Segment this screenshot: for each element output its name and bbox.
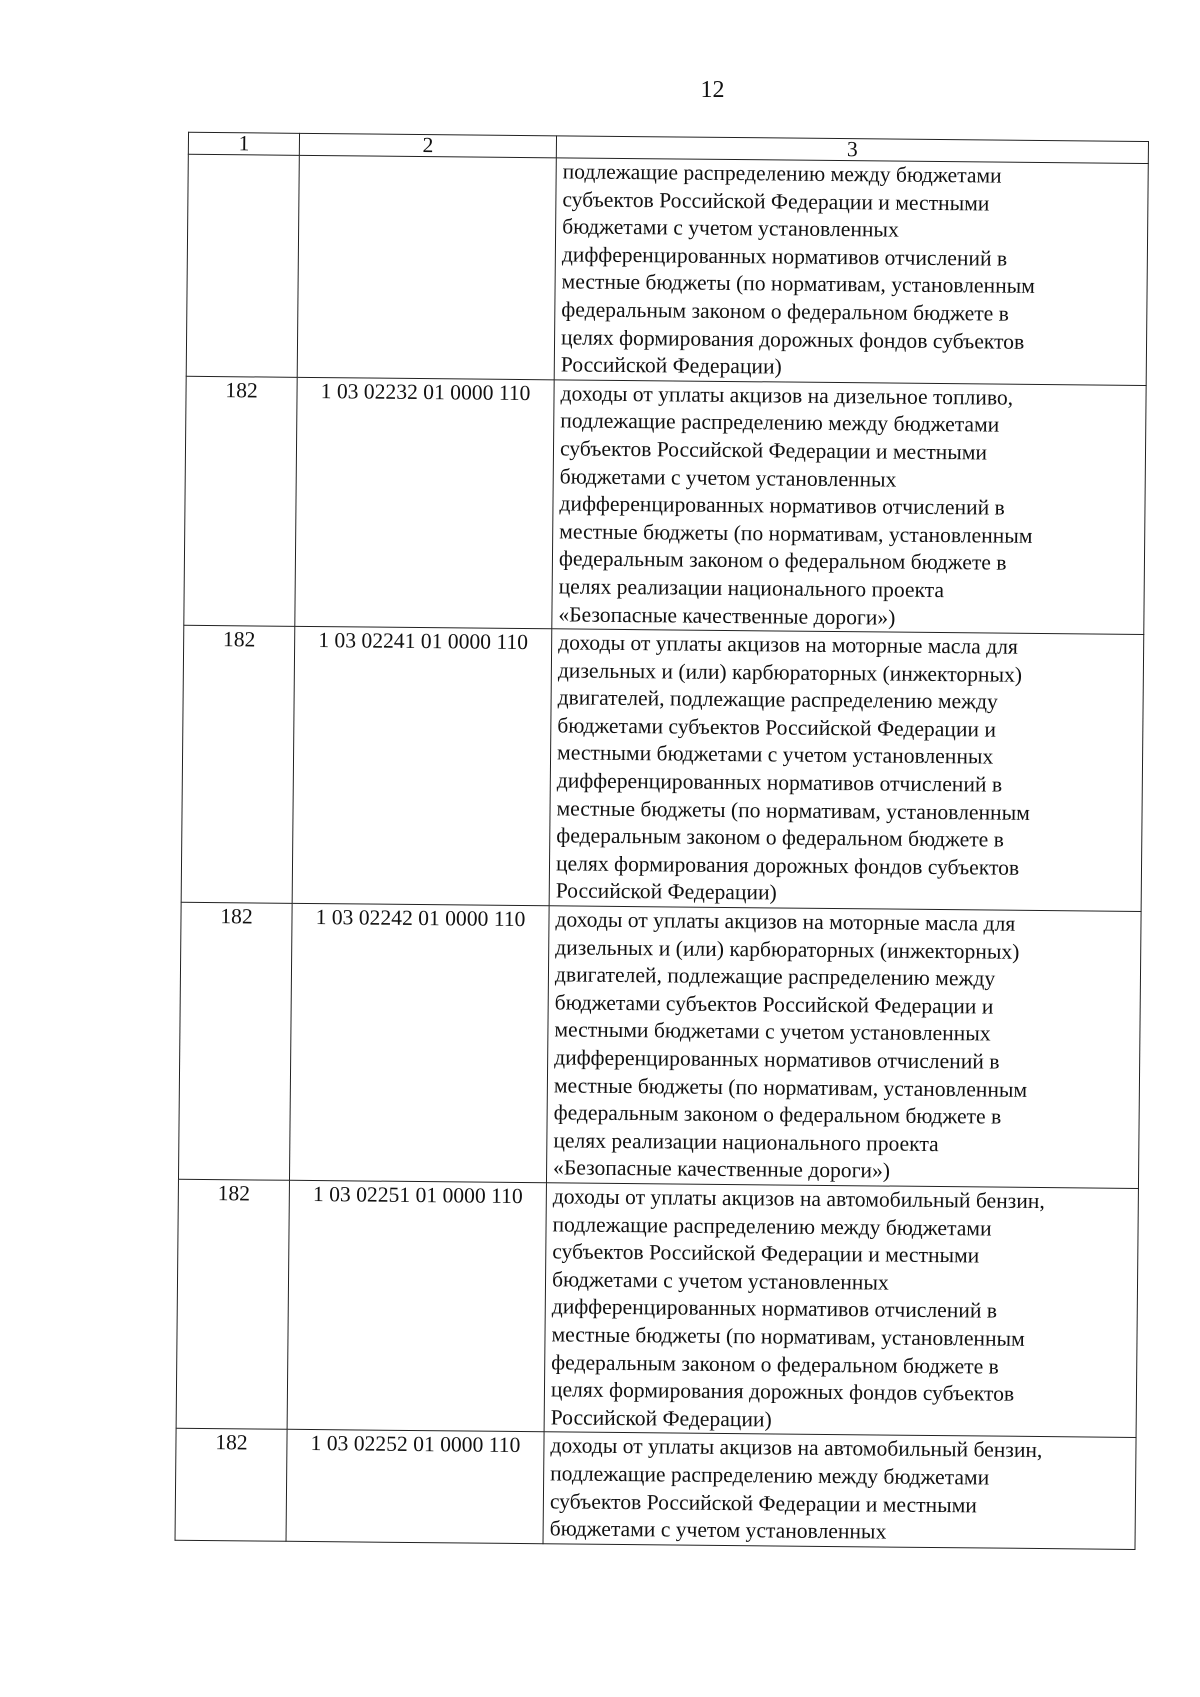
table-row	[181, 625, 1144, 911]
description-line: двигателей, подлежащие распределению между	[557, 685, 998, 714]
description-line: местные бюджеты (по нормативам, установленным	[561, 269, 1035, 299]
description-cell	[546, 906, 1141, 1189]
description-cell	[552, 380, 1146, 635]
description-line: местными бюджетами с учетом установленных	[554, 1017, 991, 1046]
table-row	[176, 1179, 1138, 1438]
description-line: целях формирования дорожных фондов субъектов	[550, 1377, 1015, 1406]
description-line: двигателей, подлежащие распределению между	[554, 962, 996, 991]
description-line: федеральным законом о федеральном бюджете в	[551, 1349, 999, 1379]
budget-code-cell: 1 03 02232 01 0000 110	[295, 377, 554, 629]
description-line: местными бюджетами с учетом установленных	[556, 740, 994, 770]
budget-classification-table	[175, 132, 1149, 1550]
description-line: местные бюджеты (по нормативам, установленным	[551, 1322, 1025, 1351]
description-line: Российской Федерации)	[555, 878, 777, 905]
description-line: дизельных и (или) карбюраторных (инжекторных)	[557, 658, 1023, 687]
description-line: доходы от уплаты акцизов на автомобильный бензин,	[552, 1184, 1045, 1214]
description-line: федеральным законом о федеральном бюджете в	[558, 546, 1007, 575]
table-body	[175, 132, 1148, 1549]
page-number: 12	[700, 77, 725, 103]
column-header-3: 3	[556, 136, 1148, 164]
description-line: целях реализации национального проекта	[558, 574, 945, 602]
administrator-code-cell: 182	[184, 376, 297, 626]
description-line: «Безопасные качественные дороги»)	[553, 1155, 891, 1183]
description-line: бюджетами субъектов Российской Федерации и	[554, 990, 994, 1019]
description-line: местные бюджеты (по нормативам, установленным	[559, 519, 1033, 548]
description-cell	[549, 629, 1144, 912]
description-line: подлежащие распределению между бюджетами	[550, 1461, 990, 1490]
description-line: дифференцированных нормативов отчислений в	[561, 242, 1008, 271]
description-line: бюджетами с учетом установленных	[549, 1516, 887, 1544]
administrator-code-cell: 182	[181, 625, 295, 903]
description-line: целях реализации национального проекта	[553, 1128, 939, 1156]
description-line: дифференцированных нормативов отчислений в	[551, 1294, 998, 1323]
description-line: подлежащие распределению между бюджетами	[562, 159, 1002, 188]
description-line: субъектов Российской Федерации и местными	[559, 436, 988, 465]
description-line: Российской Федерации)	[560, 352, 782, 379]
budget-code-cell: 1 03 02252 01 0000 110	[286, 1430, 544, 1544]
budget-code-cell	[297, 155, 556, 379]
administrator-code-cell: 182	[178, 902, 292, 1180]
table-row	[186, 154, 1148, 385]
table-row	[175, 1429, 1136, 1550]
description-line: Российской Федерации)	[550, 1405, 772, 1432]
description-cell	[543, 1432, 1136, 1549]
description-line: подлежащие распределению между бюджетами	[560, 408, 1000, 437]
administrator-code-cell	[186, 154, 299, 377]
description-line: федеральным законом о федеральном бюджете в	[556, 823, 1005, 852]
description-line: подлежащие распределению между бюджетами	[552, 1211, 992, 1241]
table-row	[184, 376, 1146, 635]
column-header-2: 2	[299, 133, 556, 157]
description-line: субъектов Российской Федерации и местными	[562, 186, 990, 216]
description-line: доходы от уплаты акцизов на автомобильный бензин,	[550, 1433, 1043, 1463]
budget-code-cell: 1 03 02242 01 0000 110	[289, 903, 549, 1182]
description-line: дифференцированных нормативов отчислений в	[556, 768, 1003, 797]
administrator-code-cell: 182	[176, 1179, 289, 1429]
description-line: субъектов Российской Федерации и местными	[552, 1239, 980, 1268]
budget-code-cell: 1 03 02241 01 0000 110	[292, 626, 552, 905]
description-line: доходы от уплаты акцизов на дизельное топливо,	[560, 381, 1014, 410]
description-line: бюджетами с учетом установленных	[559, 463, 897, 492]
description-line: дифференцированных нормативов отчислений в	[554, 1045, 1000, 1074]
description-line: «Безопасные качественные дороги»)	[558, 601, 896, 630]
description-line: доходы от уплаты акцизов на моторные масла для	[555, 907, 1016, 936]
description-line: федеральным законом о федеральном бюджете в	[561, 297, 1010, 326]
description-line: местные бюджеты (по нормативам, установленным	[553, 1072, 1028, 1102]
description-line: местные бюджеты (по нормативам, установленным	[556, 796, 1030, 825]
description-line: дизельных и (или) карбюраторных (инжекторных)	[555, 934, 1020, 964]
table-row	[178, 902, 1141, 1188]
description-line: дифференцированных нормативов отчислений в	[559, 491, 1005, 520]
administrator-code-cell: 182	[175, 1429, 287, 1541]
description-line: федеральным законом о федеральном бюджете в	[553, 1100, 1002, 1129]
budget-code-cell: 1 03 02251 01 0000 110	[287, 1180, 546, 1432]
description-cell	[554, 158, 1148, 385]
description-line: бюджетами с учетом установленных	[562, 214, 899, 242]
column-header-1: 1	[188, 132, 299, 155]
description-line: бюджетами субъектов Российской Федерации и	[557, 713, 997, 742]
description-line: целях формирования дорожных фондов субъектов	[560, 324, 1025, 354]
description-line: бюджетами с учетом установленных	[551, 1267, 889, 1295]
description-line: субъектов Российской Федерации и местными	[549, 1488, 978, 1517]
description-line: целях формирования дорожных фондов субъектов	[555, 851, 1020, 880]
description-cell	[544, 1183, 1138, 1438]
table-container	[175, 132, 1148, 1550]
description-line: доходы от уплаты акцизов на моторные масла для	[558, 630, 1019, 659]
